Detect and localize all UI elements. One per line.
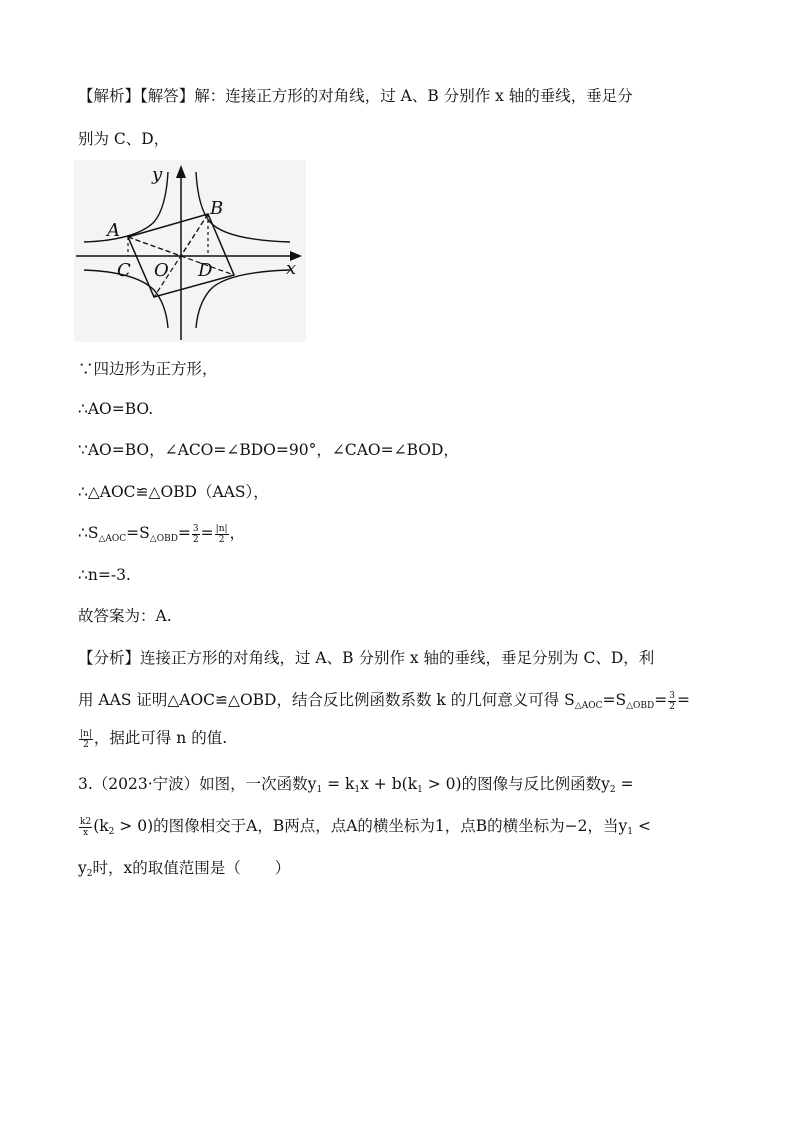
label-b: B [210,198,224,219]
step-congruent: ∴△AOC≌△OBD（AAS）， [78,483,269,501]
question3-line-3: $y_2$时，x的取值范围是（ ） [78,859,291,879]
analysis-line-1: 【分析】连接正方形的对角线，过 A、B 分别作 x 轴的垂线，垂足分别为 C、D，利 [78,649,655,667]
answer-line: 故答案为：A. [78,607,172,625]
label-a: A [107,220,120,241]
fraction-three-halves: $\frac{3}{2}$ [192,523,199,545]
step-area-equation: $\therefore S_{\triangle AOC}=S_{\triangle OBD}=$ $\frac{3}{2}$ = $\frac{|n|}{2}$ ， [78,523,246,545]
fraction-abs-n-half: $\frac{|n|}{2}$ [215,523,228,545]
solution-line-2: 别为 C、D， [78,130,170,148]
step-ao-bo: ∴AO=BO. [78,400,154,418]
hyperbola-square-figure [74,160,306,342]
step-conditions: ∵AO=BO，∠ACO=∠BDO=90°，∠CAO=∠BOD， [78,441,459,459]
fraction-k2-over-x: $\frac{k2}{x}$ [80,816,92,838]
label-d: D [198,260,213,281]
analysis-fraction-abs-n-half: $\frac{|n|}{2}$ [80,728,92,750]
step-n-value: ∴n=-3. [78,566,131,584]
label-x: x [286,258,297,279]
question3-line-1: 3.（2023·宁波）如图，一次函数$y_1 = k_1x + b(k_1 > 0)$的图像与反比例函数$y_2$ = [78,775,634,795]
label-o: O [154,260,169,281]
analysis-line-3: $\frac{|n|}{2}$ ，据此可得 n 的值. [80,728,228,750]
solution-line-1: 【解析】【解答】解：连接正方形的对角线，过 A、B 分别作 x 轴的垂线，垂足分 [78,87,633,105]
question3-line-2: $\frac{k2}{x}$ $(k_2 > 0)$的图像相交于A，B两点，点A的横坐标为1，点B的横坐标为−2，当$y_1$ < [80,816,651,838]
label-y: y [152,164,163,185]
label-c: C [117,260,131,281]
step-because-square: ∵四边形为正方形， [78,360,218,378]
analysis-fraction-three-halves: $\frac{3}{2}$ [669,690,675,712]
analysis-line-2: 用 AAS 证明△AOC≌△OBD，结合反比例函数系数 k 的几何意义可得 $S_{\triangle AOC}=S_{\triangle OBD}=$ $\frac{3}{2}$ = [78,690,690,712]
